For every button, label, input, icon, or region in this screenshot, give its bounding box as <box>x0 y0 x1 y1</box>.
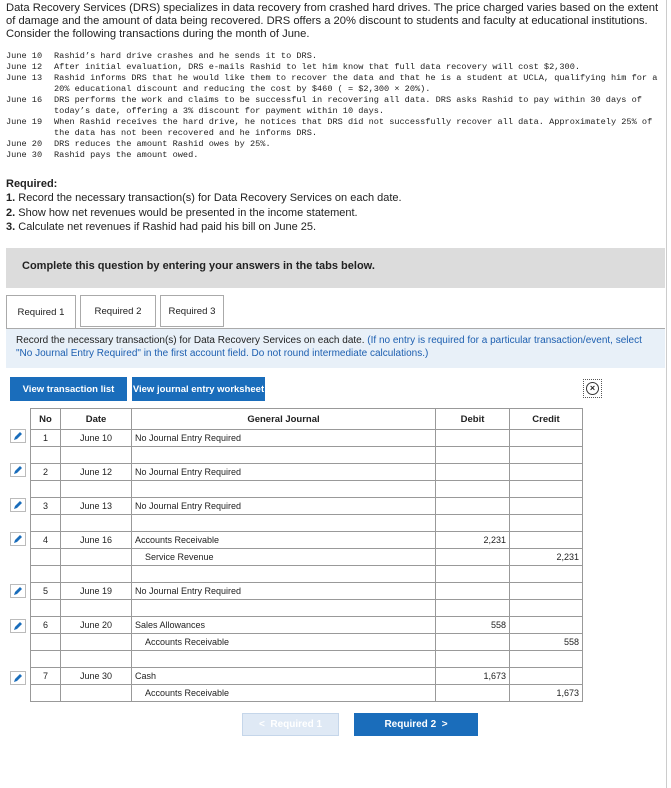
account-cell[interactable]: No Journal Entry Required <box>132 430 436 447</box>
debit-cell[interactable] <box>436 498 510 515</box>
transaction-row: June 30 Rashid pays the amount owed. <box>6 150 199 160</box>
debit-cell[interactable] <box>436 464 510 481</box>
table-row <box>31 566 583 583</box>
journal-table <box>30 408 583 702</box>
required-item: 3. Calculate net revenues if Rashid had paid his bill on June 25. <box>6 220 317 233</box>
table-row <box>31 600 583 617</box>
header-no: No <box>31 409 61 430</box>
chevron-right-icon: > <box>436 719 448 730</box>
view-transaction-list-button[interactable]: View transaction list <box>10 377 127 401</box>
credit-cell[interactable] <box>510 430 583 447</box>
chevron-left-icon: < <box>258 719 271 730</box>
table-row: 5 June 19 No Journal Entry Required <box>31 583 583 600</box>
account-cell[interactable]: Accounts Receivable <box>132 634 436 651</box>
debit-cell[interactable] <box>436 583 510 600</box>
required-item: 2. Show how net revenues would be presented in the income statement. <box>6 206 358 219</box>
table-row <box>31 447 583 464</box>
credit-cell[interactable] <box>510 583 583 600</box>
credit-cell[interactable] <box>510 464 583 481</box>
instruction-main: Record the necessary transaction(s) for Data Recovery Services on each date. <box>16 335 365 346</box>
account-cell[interactable]: Cash <box>132 668 436 685</box>
pencil-icon[interactable] <box>10 671 26 685</box>
credit-cell[interactable] <box>510 668 583 685</box>
table-row <box>31 481 583 498</box>
account-cell[interactable]: Service Revenue <box>132 549 436 566</box>
credit-cell[interactable]: 1,673 <box>510 685 583 702</box>
transaction-row: June 20 DRS reduces the amount Rashid owes by 25%. <box>6 139 271 149</box>
header-date: Date <box>61 409 132 430</box>
required-heading: Required: <box>6 178 58 190</box>
table-row <box>31 515 583 532</box>
debit-cell[interactable]: 558 <box>436 617 510 634</box>
account-cell[interactable]: Accounts Receivable <box>132 685 436 702</box>
account-cell[interactable]: No Journal Entry Required <box>132 464 436 481</box>
scrollbar[interactable] <box>666 0 671 788</box>
tab-bar <box>6 295 228 328</box>
transaction-row: June 13 Rashid informs DRS that he would like them to recover the data and that he is a student at UCLA, qualifying him for a 20% educational discount and reducing the cost by $460 ( = $2,300 × 20%). <box>6 73 663 94</box>
transaction-row: June 12 After initial evaluation, DRS e-mails Rashid to let him know that full data recovery will cost $2,300. <box>6 62 581 72</box>
problem-intro: Data Recovery Services (DRS) specializes in data recovery from crashed hard drives. The price charged varies based on the extent of damage and the amount of data being recovered. DRS offers a 20% discount to students and faculty at educational institutions. Consider the following transactions during the month of June. <box>6 2 659 41</box>
debit-cell[interactable]: 2,231 <box>436 532 510 549</box>
credit-cell[interactable] <box>510 498 583 515</box>
header-general-journal: General Journal <box>132 409 436 430</box>
table-row: 1 June 10 No Journal Entry Required <box>31 430 583 447</box>
credit-cell[interactable]: 2,231 <box>510 549 583 566</box>
account-cell[interactable]: No Journal Entry Required <box>132 498 436 515</box>
account-cell[interactable]: Sales Allowances <box>132 617 436 634</box>
pencil-icon[interactable] <box>10 619 26 633</box>
header-credit: Credit <box>510 409 583 430</box>
debit-cell[interactable] <box>436 685 510 702</box>
prev-required-button[interactable]: < Required 1 <box>242 713 339 736</box>
pencil-icon[interactable] <box>10 498 26 512</box>
next-required-button[interactable]: Required 2 > <box>354 713 478 736</box>
pencil-icon[interactable] <box>10 584 26 598</box>
table-row: 6 June 20 Sales Allowances 558 <box>31 617 583 634</box>
debit-cell[interactable] <box>436 549 510 566</box>
transaction-row: June 10 Rashid’s hard drive crashes and he sends it to DRS. <box>6 51 318 61</box>
close-circle-icon: × <box>586 382 599 395</box>
tab-required-1[interactable]: Required 1 <box>6 295 76 329</box>
instruction-panel <box>6 328 665 368</box>
pencil-icon[interactable] <box>10 429 26 443</box>
table-row: 4 June 16 Accounts Receivable 2,231 <box>31 532 583 549</box>
transaction-row: June 19 When Rashid receives the hard drive, he notices that DRS did not successfully recover all data. Approximately 25% of the data has not been recovered and he informs DRS. <box>6 117 658 138</box>
credit-cell[interactable] <box>510 617 583 634</box>
table-row <box>31 549 583 566</box>
instruction-banner: Complete this question by entering your answers in the tabs below. <box>6 248 665 288</box>
required-item: 1. Record the necessary transaction(s) for Data Recovery Services on each date. <box>6 192 402 205</box>
credit-cell[interactable]: 558 <box>510 634 583 651</box>
close-button[interactable] <box>583 379 602 398</box>
table-header <box>31 409 583 430</box>
tab-required-3[interactable]: Required 3 <box>160 295 224 327</box>
transaction-row: June 16 DRS performs the work and claims to be successful in recovering all data. DRS asks Rashid to pay within 30 days of today’s date, offering a 3% discount for payment within 10 days. <box>6 95 648 116</box>
debit-cell[interactable] <box>436 430 510 447</box>
required-section <box>6 177 656 234</box>
tab-required-2[interactable]: Required 2 <box>80 295 156 327</box>
header-debit: Debit <box>436 409 510 430</box>
pencil-icon[interactable] <box>10 532 26 546</box>
table-row: 7 June 30 Cash 1,673 <box>31 668 583 685</box>
account-cell[interactable]: No Journal Entry Required <box>132 583 436 600</box>
table-row <box>31 651 583 668</box>
instruction-note: (If no entry is required for a particular transaction/event, select "No Journal Entry Required" in the first account field. Do not round intermediate calculations.) <box>16 335 642 359</box>
credit-cell[interactable] <box>510 532 583 549</box>
table-row: 2 June 12 No Journal Entry Required <box>31 464 583 481</box>
debit-cell[interactable] <box>436 634 510 651</box>
table-row: 3 June 13 No Journal Entry Required <box>31 498 583 515</box>
account-cell[interactable]: Accounts Receivable <box>132 532 436 549</box>
transaction-list <box>6 51 666 161</box>
debit-cell[interactable]: 1,673 <box>436 668 510 685</box>
table-row <box>31 685 583 702</box>
pencil-icon[interactable] <box>10 463 26 477</box>
view-journal-worksheet-button[interactable]: View journal entry worksheet <box>132 377 265 401</box>
table-row <box>31 634 583 651</box>
